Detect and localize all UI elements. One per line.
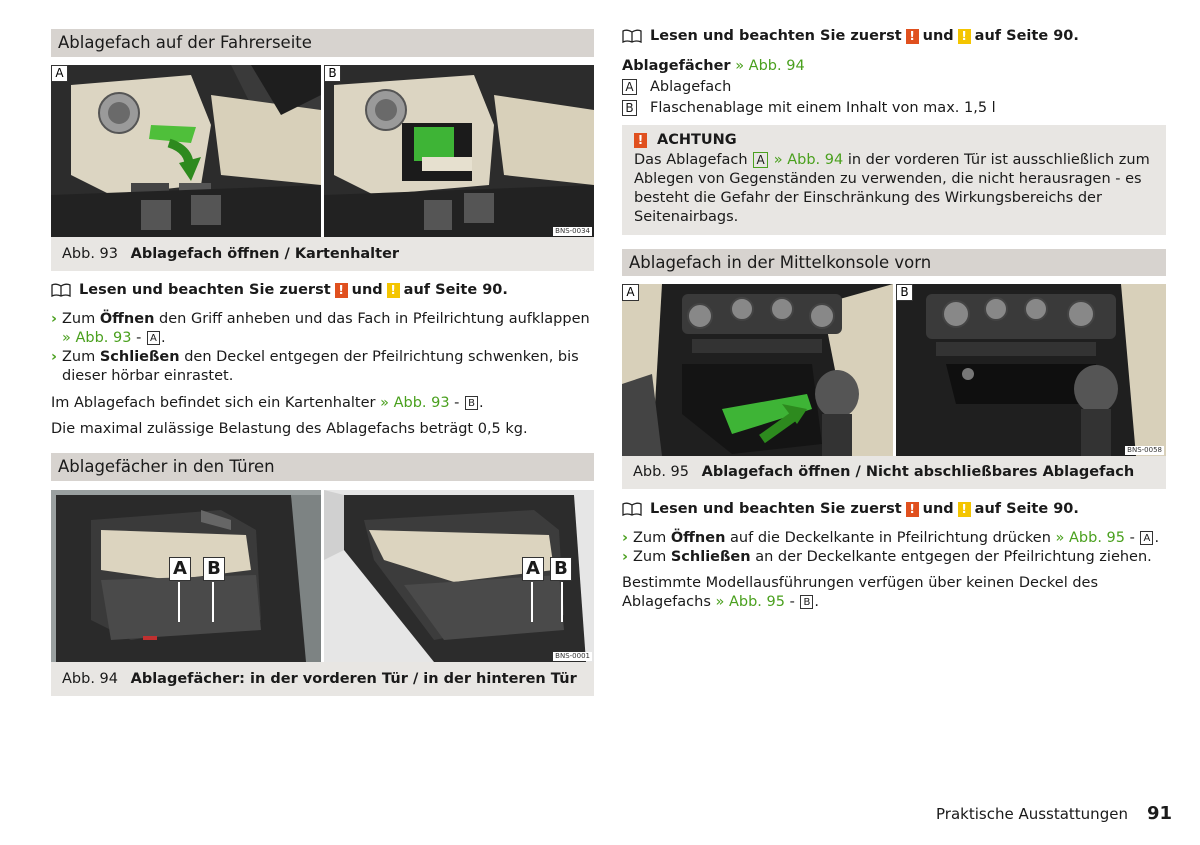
fig95-image-b — [896, 284, 1166, 456]
para-no-lid-text: Bestimmte Modellausführungen verfügen über keinen Deckel des Ablagefachs — [622, 575, 1099, 610]
legend-text-a: Ablagefach — [650, 78, 732, 95]
read-notice-1-pre: Lesen und beachten Sie zuerst — [79, 282, 331, 298]
read-notice-top — [622, 25, 1166, 47]
letter-box-a: A — [1140, 531, 1153, 545]
warning-text-pre: Das Ablagefach — [634, 152, 753, 168]
bullet-open-sep: - — [131, 330, 146, 346]
warning-red-icon: ! — [634, 133, 647, 148]
fig94-label-b-front: B — [203, 557, 225, 581]
read-notice-2-and: und — [922, 501, 954, 517]
fig94-panel-front — [51, 490, 321, 662]
link-abb-95[interactable]: » Abb. 95 — [715, 594, 785, 610]
legend-item-a — [622, 76, 1166, 97]
warning-box — [622, 125, 1166, 235]
bullet-open-console-sep: - — [1125, 530, 1140, 546]
bullet-open-end: . — [160, 330, 166, 346]
legend-item-b — [622, 97, 1166, 118]
read-notice-top-and: und — [922, 28, 954, 44]
fig95-caption — [622, 456, 1166, 489]
read-notice-2-pre: Lesen und beachten Sie zuerst — [650, 501, 902, 517]
read-notice-2-post: auf Seite 90. — [974, 501, 1079, 517]
fig94-code: BNS-0001 — [555, 652, 590, 660]
read-notice-top-post: auf Seite 90. — [974, 28, 1079, 44]
fig93-image-b — [324, 65, 594, 237]
right-column — [622, 0, 1166, 612]
bullet-close — [51, 348, 594, 386]
bullet-close-console-pre: Zum — [633, 549, 671, 565]
para-map-holder-end: . — [479, 395, 484, 411]
section-title-door-compartments: Ablagefächer in den Türen — [51, 453, 594, 481]
para-no-lid-end: . — [814, 594, 820, 610]
fig93-number: Abb. 93 — [62, 246, 118, 262]
legend-intro-text: Ablagefächer — [622, 58, 731, 74]
fig93-panel-a — [51, 65, 321, 237]
legend-text-b: Flaschenablage mit einem Inhalt von max. 1,5 l — [650, 99, 996, 116]
fig95-image-a — [622, 284, 893, 456]
legend-letter-b: B — [622, 100, 637, 116]
read-notice-1-and: und — [351, 282, 383, 298]
bullet-open-console — [622, 529, 1166, 548]
para-no-lid — [622, 574, 1166, 612]
read-notice-1-post: auf Seite 90. — [403, 282, 508, 298]
fig95-panel-a — [622, 284, 893, 456]
fig94-label-a-rear: A — [522, 557, 544, 581]
legend-letter-a: A — [622, 79, 637, 95]
right-bullets — [622, 529, 1166, 567]
read-notice-2 — [622, 498, 1166, 520]
chevron-right-icon: › — [51, 349, 57, 365]
bullet-open-bold: Öffnen — [99, 311, 155, 327]
link-abb-95[interactable]: » Abb. 95 — [1055, 530, 1126, 546]
fig93-panel-b — [324, 65, 594, 237]
bullet-close-bold: Schließen — [99, 349, 180, 365]
bullet-open-console-end: . — [1154, 530, 1160, 546]
link-abb-93[interactable]: » Abb. 93 — [380, 395, 450, 411]
fig93-code: BNS-0034 — [555, 227, 590, 235]
bullet-open — [51, 310, 594, 348]
bullet-close-console-bold: Schließen — [670, 549, 751, 565]
fig95-title: Ablagefach öffnen / Nicht abschließbares Ablagefach — [701, 464, 1135, 480]
fig94-panel-rear — [324, 490, 594, 662]
warning-red-icon: ! — [906, 502, 919, 517]
letter-box-b: B — [800, 595, 813, 609]
fig95-number: Abb. 95 — [633, 464, 689, 480]
bullet-open-text: den Griff anheben und das Fach in Pfeilrichtung aufklappen — [154, 311, 590, 327]
left-bullets — [51, 310, 594, 386]
book-icon — [622, 502, 642, 516]
bullet-open-console-pre: Zum — [633, 530, 671, 546]
bullet-open-console-text: auf die Deckelkante in Pfeilrichtung drücken — [725, 530, 1056, 546]
fig93-title: Ablagefach öffnen / Kartenhalter — [130, 246, 400, 262]
figure-94 — [51, 490, 594, 662]
section-title-driver-compartment: Ablagefach auf der Fahrerseite — [51, 29, 594, 57]
warning-red-icon: ! — [906, 29, 919, 44]
read-notice-1 — [51, 279, 594, 301]
read-notice-top-pre: Lesen und beachten Sie zuerst — [650, 28, 902, 44]
figure-93 — [51, 65, 594, 237]
warning-yellow-icon: ! — [958, 502, 971, 517]
fig95-panel-b — [896, 284, 1166, 456]
bullet-close-pre: Zum — [62, 349, 100, 365]
link-abb-94[interactable]: » Abb. 94 — [773, 152, 844, 168]
letter-box-b: B — [465, 396, 478, 410]
bullet-close-console — [622, 548, 1166, 567]
link-abb-94[interactable]: » Abb. 94 — [735, 58, 805, 74]
fig95-panel-label-a: A — [622, 284, 639, 301]
fig94-label-b-rear: B — [550, 557, 572, 581]
page-number: 91 — [1147, 803, 1173, 824]
fig93-caption — [51, 237, 594, 271]
para-map-holder — [51, 394, 594, 413]
bullet-close-text: den Deckel entgegen der Pfeilrichtung schwenken, bis dieser hörbar einrastet. — [62, 349, 579, 384]
para-no-lid-sep: - — [784, 594, 800, 610]
warning-header — [634, 131, 1154, 149]
chevron-right-icon: › — [622, 549, 628, 565]
fig95-panel-label-b: B — [896, 284, 913, 301]
chevron-right-icon: › — [51, 311, 57, 327]
warning-text — [634, 151, 1154, 227]
para-map-holder-text: Im Ablagefach befindet sich ein Kartenhalter — [51, 395, 381, 411]
legend-intro — [622, 57, 1166, 76]
fig93-panel-label-a: A — [51, 65, 68, 82]
letter-box-a: A — [147, 331, 160, 345]
link-abb-93[interactable]: » Abb. 93 — [62, 330, 132, 346]
book-icon — [51, 283, 71, 297]
bullet-open-console-bold: Öffnen — [670, 530, 726, 546]
fig93-image-a — [51, 65, 321, 237]
warning-yellow-icon: ! — [958, 29, 971, 44]
fig94-caption — [51, 662, 594, 696]
footer-chapter-title: Praktische Ausstattungen — [936, 805, 1128, 823]
fig94-title: Ablagefächer: in der vorderen Tür / in der hinteren Tür — [130, 671, 577, 687]
fig94-label-a-front: A — [169, 557, 191, 581]
letter-box-a: A — [753, 152, 768, 168]
para-max-load: Die maximal zulässige Belastung des Ablagefachs beträgt 0,5 kg. — [51, 421, 528, 437]
fig93-panel-label-b: B — [324, 65, 341, 82]
fig94-number: Abb. 94 — [62, 671, 118, 687]
book-icon — [622, 29, 642, 43]
para-map-holder-sep: - — [449, 395, 465, 411]
bullet-open-pre: Zum — [62, 311, 100, 327]
warning-title: ACHTUNG — [657, 132, 737, 148]
section-title-center-console: Ablagefach in der Mittelkonsole vorn — [622, 249, 1166, 276]
warning-yellow-icon: ! — [387, 283, 400, 298]
fig95-code: BNS-0058 — [1127, 446, 1162, 454]
left-column — [51, 0, 594, 696]
warning-text-post: in der vorderen Tür ist ausschließlich zum Ablegen von Gegenständen zu verwenden, die nicht herausragen - es besteht die Gefahr der Einschränkung des Wirkungsbereichs der Seitenairbags. — [634, 152, 1150, 225]
bullet-close-console-text: an der Deckelkante entgegen der Pfeilrichtung ziehen. — [750, 549, 1152, 565]
warning-red-icon: ! — [335, 283, 348, 298]
chevron-right-icon: › — [622, 530, 628, 546]
figure-95 — [622, 284, 1166, 456]
